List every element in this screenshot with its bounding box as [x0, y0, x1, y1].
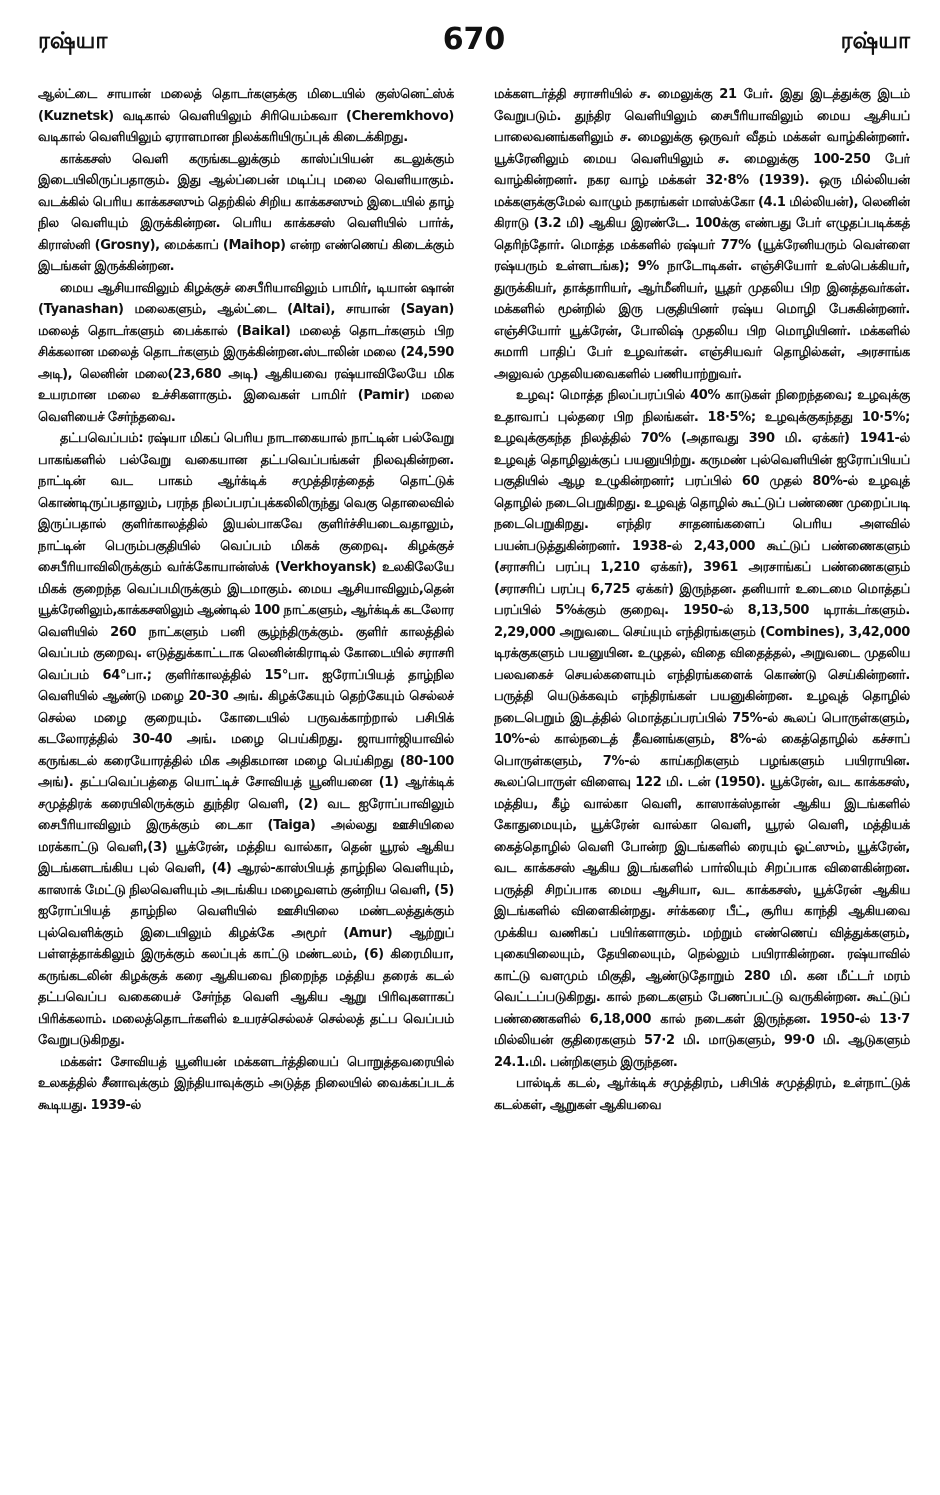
running-head: [38, 22, 910, 62]
paragraph-caucasus: காக்கசஸ் வெளி கருங்கடலுக்கும் காஸ்ப்பியன் கடலுக்கும் இடையிலிருப்பதாகும். இது ஆல்ப்பைன் மடிப்பு மலை வெளியாகும். வடக்கில் பெரிய காக்கசஸும் தெற்கில் சிறிய காக்கசஸும் இடையில் தாழ் நில வெளியும் இருக்கின்றன. பெரிய காக்கசஸ் வெளியில் பார்க், கிராஸ்னி (Grosny), மைக்காப் (Maihop) என்ற எண்ணெய் கிடைக்கும் இடங்கள் இருக்கின்றன.: [38, 151, 454, 274]
paragraph-central-asia-mountains: மைய ஆசியாவிலும் கிழக்குச் சைபீரியாவிலும் பாமிர், டியான் ஷான் (Tyanashan) மலைகளும், ஆல்ட்டை (Altai), சாயான் (Sayan) மலைத் தொடர்களும் பைக்கால் (Baikal) மலைத் தொடர்களும் பிற சிக்கலான மலைத் தொடர்களும் இருக்கின்றன.ஸ்டாலின் மலை (24,590 அடி), லெனின் மலை(23,680 அடி) ஆகியவை ரஷ்யாவிலேயே மிக உயரமான மலை உச்சிகளாகும். இவைகள் பாமிர் (Pamir) மலை வெளியைச் சேர்ந்தவை.: [38, 280, 454, 425]
paragraph-seas: பால்டிக் கடல், ஆர்க்டிக் சமுத்திரம், பசிபிக் சமுத்திரம், உள்நாட்டுக் கடல்கள், ஆறுகள் ஆகியவை: [494, 1076, 910, 1113]
paragraph-climate: தட்பவெப்பம்: ரஷ்யா மிகப் பெரிய நாடாகையால் நாட்டின் பல்வேறு பாகங்களில் பல்வேறு வகையான தட்பவெப்பங்கள் நிலவுகின்றன. நாட்டின் வட பாகம் ஆர்க்டிக் சமுத்திரத்தைத் தொட்டுக் கொண்டிருப்பதாலும், பரந்த நிலப்பரப்புக்கலிலிருந்து வெகு தொலைவில் இருப்பதால் குளிர்காலத்தில் இயல்பாகவே குளிர்ச்சியடைவதாலும், நாட்டின் பெரும்பகுதியில் வெப்பம் மிகக் குறைவு. கிழக்குச் சைபீரியாவிலிருக்கும் வர்க்கோயான்ஸ்க் (Verkhoyansk) உலகிலேயே மிகக் குறைந்த வெப்பமிருக்கும் இடமாகும். மைய ஆசியாவிலும்,தென் யூக்ரேனிலும்,காக்கசஸிலும் ஆண்டில் 100 நாட்களும், ஆர்க்டிக் கடலோர வெளியில் 260 நாட்களும் பனி சூழ்ந்திருக்கும். குளிர் காலத்தில் வெப்பம் குறைவு. எடுத்துக்காட்டாக லெனின்கிராடில் கோடையில் சராசரி வெப்பம் 64°பா.; குளிர்காலத்தில் 15°பா. ஐரோப்பியத் தாழ்நில வெளியில் ஆண்டு மழை 20-30 அங். கிழக்கேயும் தெற்கேயும் செல்லச் செல்ல மழை குறையும். கோடையில் பருவக்காற்றால் பசிபிக் கடலோரத்தில் 30-40 அங். மழை பெய்கிறது. ஜாயார்ஜியாவில் கருங்கடல் கரையோரத்தில் மிக அதிகமான மழை பெய்கிறது (80-100 அங்). தட்பவெப்பத்தை யொட்டிச் சோவியத் யூனியனை (1) ஆர்க்டிக் சமுத்திரக் கரையிலிருக்கும் துந்திர வெளி, (2) வட ஐரோப்பாவிலும் சைபீரியாவிலும் இருக்கும் டைகா (Taiga) அல்லது ஊசியிலை மரக்காட்டு வெளி,(3) யூக்ரேன், மத்திய வால்கா, தென் யூரல் ஆகிய இடங்களடங்கிய புல் வெளி, (4) ஆரல்-காஸ்பியத் தாழ்நில வெளியும், காஸாக் மேட்டு நிலவெளியும் அடங்கிய மழைவளம் குன்றிய வெளி, (5) ஐரோப்பியத் தாழ்நில வெளியில் ஊசியிலை மண்டலத்துக்கும் புல்வெளிக்கும் இடையிலும் கிழக்கே அமூர் (Amur) ஆற்றுப் பள்ளத்தாக்கிலும் இருக்கும் கலப்புக் காட்டு மண்டலம், (6) கிரைமியா, கருங்கடலின் கிழக்குக் கரை ஆகியவை நிறைந்த மத்திய தரைக் கடல் தட்பவெப்ப வகையைச் சேர்ந்த வெளி ஆகிய ஆறு பிரிவுகளாகப் பிரிக்கலாம். மலைத்தொடர்களில் உயரச்செல்லச் செல்லத் தட்ப வெப்பம் வேறுபடுகிறது.: [38, 431, 454, 1048]
running-head-right: ரஷ்யா: [840, 28, 910, 54]
paragraph-population: மக்கள்: சோவியத் யூனியன் மக்களடர்த்தியைப் பொறுத்தவரையில் உலகத்தில் சீனாவுக்கும் இந்தியாவுக்கும் அடுத்த நிலையில் வைக்கப்படக் கூடியது. 1939-ல்: [38, 1054, 454, 1113]
left-column: [38, 84, 454, 1479]
paragraph-coal-fields: ஆல்ட்டை சாயான் மலைத் தொடர்களுக்கு மிடையில் குஸ்னெட்ஸ்க் (Kuznetsk) வடிகால் வெளியிலும் சிரியெம்கவா (Cheremkhovo) வடிகால் வெளியிலும் ஏராளமான நிலக்கரியிருப்புக் கிடைக்கிறது.: [38, 87, 454, 145]
page-number: 670: [442, 22, 506, 57]
right-column: [494, 84, 910, 1479]
running-head-left: ரஷ்யா: [38, 28, 108, 54]
paragraph-population-density: மக்களடர்த்தி சராசரியில் ச. மைலுக்கு 21 பேர். இது இடத்துக்கு இடம் வேறுபடும். துந்திர வெளியிலும் சைபீரியாவிலும் மைய ஆசியப் பாலைவனங்களிலும் ச. மைலுக்கு ஒருவர் வீதம் மக்கள் வாழ்கின்றனர். யூக்ரேனிலும் மைய வெளியிலும் ச. மைலுக்கு 100-250 பேர் வாழ்கின்றனர். நகர வாழ் மக்கள் 32·8% (1939). ஒரு மில்லியன் மக்களுக்குமேல் வாழும் நகரங்கள் மாஸ்க்கோ (4.1 மில்லியன்), லெனின் கிராடு (3.2 மி) ஆகிய இரண்டே. 100க்கு எண்பது பேர் எழுதப்படிக்கத் தெரிந்தோர். மொத்த மக்களில் ரஷ்யர் 77% (யூக்ரேனியரும் வெள்ளை ரஷ்யரும் உள்ளடங்க); 9% நாடோடிகள். எஞ்சியோர் உஸ்பெக்கியர், துருக்கியர், தாக்தாரியர், ஆர்மீனியர், யூதர் முதலிய பிற இனத்தவர்கள். மக்களில் மூன்றில் இரு பகுதியினர் ரஷ்ய மொழி பேசுகின்றனர். எஞ்சியோர் யூக்ரேன், போலிஷ் முதலிய பிற மொழியினர். மக்களில் சுமாரி பாதிப் பேர் உழவர்கள். எஞ்சியவர் தொழில்கள், அரசாங்க அலுவல் முதலியவைகளில் பணியாற்றுவர்.: [494, 87, 910, 382]
paragraph-agriculture: உழவு: மொத்த நிலப்பரப்பில் 40% காடுகள் நிறைந்தவை; உழவுக்கு உதாவாப் புல்தரை பிற நிலங்கள். 18·5%; உழவுக்குகந்தது 10·5%; உழவுக்குகந்த நிலத்தில் 70% (அதாவது 390 மி. ஏக்கர்) 1941-ல் உழவுத் தொழிலுக்குப் பயனுயிற்று. கருமண் புல்வெளியின் ஐரோப்பியப் பகுதியில் ஆழ உழுகின்றனர்; பரப்பில் 60 முதல் 80%-ல் உழவுத் தொழில் நடைபெறுகிறது. உழவுத் தொழில் கூட்டுப் பண்ணை முறைப்படி நடைபெறுகிறது. எந்திர சாதனங்களைப் பெரிய அளவில் பயன்படுத்துகின்றனர். 1938-ல் 2,43,000 கூட்டுப் பண்ணைகளும் (சராசரிப் பரப்பு 1,210 ஏக்கர்), 3961 அரசாங்கப் பண்ணைகளும் (சராசரிப் பரப்பு 6,725 ஏக்கர்) இருந்தன. தனியார் உடைமை மொத்தப் பரப்பில் 5%க்கும் குறைவு. 1950-ல் 8,13,500 டிராக்டர்களும். 2,29,000 அறுவடை செய்யும் எந்திரங்களும் (Combines), 3,42,000 டிரக்குகளும் பயனுயின. உழுதல், விதை விதைத்தல், அறுவடை முதலிய பலவகைச் செயல்களையும் எந்திரங்களைக் கொண்டு செய்கின்றனர். பருத்தி யெடுக்கவும் எந்திரங்கள் பயனுகின்றன. உழவுத் தொழில் நடைபெறும் இடத்தில் மொத்தப்பரப்பில் 75%-ல் கூலப் பொருள்களும், 10%-ல் கால்நடைத் தீவனங்களும், 8%-ல் கைத்தொழில் கச்சாப் பொருள்களும், 7%-ல் காய்கறிகளும் பழங்களும் பயிராயின. கூலப்பொருள் விளைவு 122 மி. டன் (1950). யூக்ரேன், வட காக்கசஸ், மத்திய, கீழ் வால்கா வெளி, காஸாக்ஸ்தான் ஆகிய இடங்களில் கோதுமையும், யூக்ரேன் வால்கா வெளி, யூரல் வெளி, மத்தியக் கைத்தொழில் வெளி போன்ற இடங்களில் ரையும் ஓட்ஸும், யூக்ரேன், வட காக்கசஸ் ஆகிய இடங்களில் பார்லியும் சிறப்பாக விளைகின்றன. பருத்தி சிறப்பாக மைய ஆசியா, வட காக்கசஸ், யூக்ரேன் ஆகிய இடங்களில் விளைகின்றது. சர்க்கரை பீட், சூரிய காந்தி ஆகியவை முக்கிய வணிகப் பயிர்களாகும். மற்றும் எண்ணெய் வித்துக்களும், புகையிலையும், தேயிலையும், நெல்லும் பயிராகின்றன. ரஷ்யாவில் காட்டு வளமும் மிகுதி, ஆண்டுதோறும் 280 மி. கன மீட்டர் மரம் வெட்டப்படுகிறது. கால் நடைகளும் பேணப்பட்டு வருகின்றன. கூட்டுப் பண்ணைகளில் 6,18,000 கால் நடைகள் இருந்தன. 1950-ல் 13·7 மில்லியன் குதிரைகளும் 57·2 மி. மாடுகளும், 99·0 மி. ஆடுகளும் 24.1.மி. பன்றிகளும் இருந்தன.: [494, 388, 910, 1070]
article-body: [38, 84, 910, 1479]
